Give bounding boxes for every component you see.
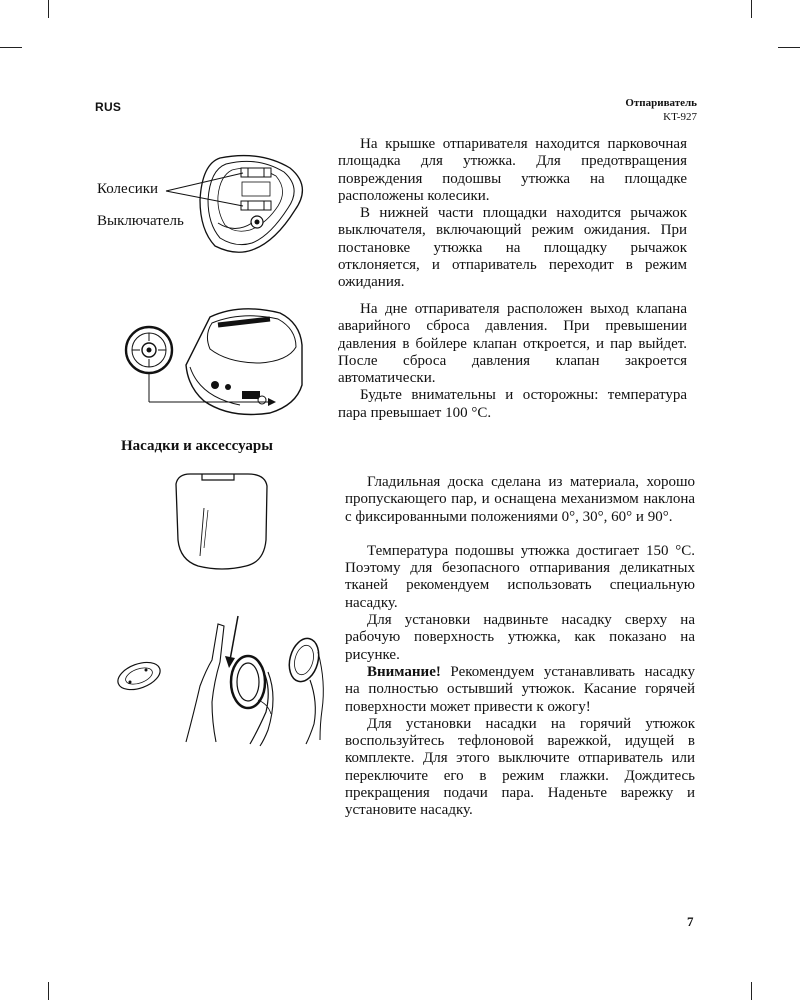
crop-mark bbox=[48, 0, 49, 18]
wheels-label: Колесики bbox=[97, 181, 159, 197]
paragraph: Температура подошвы утюжка достигает 150 °С. Поэтому для безопасного отпаривания деликатных тканей рекомендуем использовать специальную насадку. bbox=[345, 542, 695, 611]
crop-mark bbox=[778, 47, 800, 48]
section-title: Насадки и аксессуары bbox=[121, 438, 273, 454]
parking-pad-text bbox=[338, 136, 687, 292]
warning-paragraph bbox=[345, 664, 695, 716]
parking-pad-illustration bbox=[90, 150, 335, 262]
ironing-board-illustration bbox=[170, 470, 275, 575]
warning-label: Внимание! bbox=[367, 663, 441, 680]
paragraph: Будьте внимательны и осторожны: температура пара превышает 100 °С. bbox=[338, 387, 687, 421]
paragraph: На дне отпаривателя расположен выход клапана аварийного сброса давления. При превышении давления в бойлере клапан откроется, и пар выйдет. После сброса давления клапан закроется автоматически. bbox=[338, 301, 687, 387]
page-number: 7 bbox=[687, 914, 694, 929]
paragraph: В нижней части площадки находится рычажок выключателя, включающий режим ожидания. При постановке утюжка на площадку рычажок отклоняется, и отпариватель переходит в режим ожидания. bbox=[338, 205, 687, 291]
crop-mark bbox=[751, 0, 752, 18]
crop-mark bbox=[48, 982, 49, 1000]
switch-label: Выключатель bbox=[97, 213, 184, 229]
paragraph: На крышке отпаривателя находится парковочная площадка для утюжка. Для предотвращения повреждения подошвы утюжка на площадке расположены колесики. bbox=[338, 136, 687, 204]
paragraph: Для установки насадки на горячий утюжок воспользуйтесь тефлоновой варежкой, идущей в комплекте. Для этого выключите отпариватель или переключите его в режим глажки. Дождитесь прекращения подачи пара. Наденьте варежку и установите насадку. bbox=[345, 715, 695, 819]
paragraph: Гладильная доска сделана из материала, хорошо пропускающего пар, и оснащена механизмом наклона с фиксированными положениями 0°, 30°, 60° и 90°. bbox=[345, 474, 695, 525]
language-code: RUS bbox=[95, 100, 122, 114]
pressure-valve-text bbox=[338, 301, 687, 422]
warning-text: Рекомендуем устанавливать насадку на полностью остывший утюжок. Касание горячей поверхности может привести к ожогу! bbox=[345, 663, 695, 715]
pressure-valve-illustration bbox=[120, 305, 310, 425]
accessories-text bbox=[345, 474, 695, 820]
crop-mark bbox=[751, 982, 752, 1000]
paragraph: Для установки надвиньте насадку сверху на рабочую поверхность утюжка, как показано на рисунке. bbox=[345, 612, 695, 663]
model-number: KT-927 bbox=[663, 111, 697, 123]
crop-mark bbox=[0, 47, 22, 48]
nozzle-attachment-illustration bbox=[108, 612, 333, 747]
running-header bbox=[625, 96, 697, 124]
product-name: Отпариватель bbox=[625, 97, 697, 109]
